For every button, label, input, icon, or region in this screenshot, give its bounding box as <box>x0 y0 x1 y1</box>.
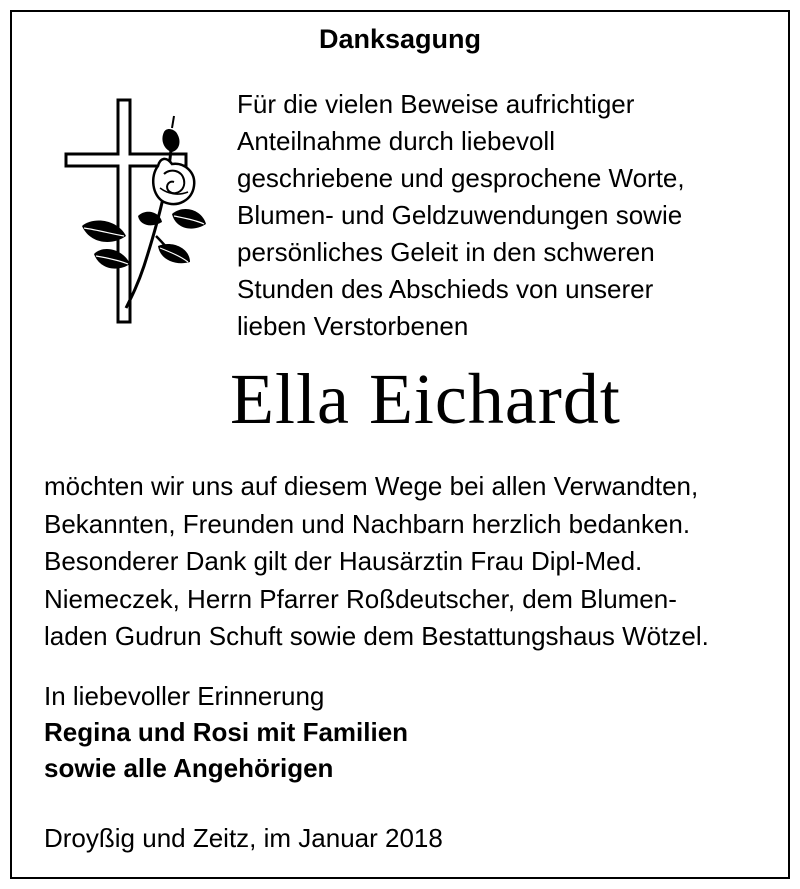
intro-line: persönliches Geleit in den schweren <box>237 237 655 267</box>
intro-text <box>237 86 767 345</box>
intro-line: Stunden des Abschieds von unserer <box>237 274 654 304</box>
place-date: Droyßig und Zeitz, im Januar 2018 <box>44 823 443 853</box>
closing-block <box>44 678 744 786</box>
body-line: laden Gudrun Schuft sowie dem Bestattungshaus Wötzel. <box>44 621 709 651</box>
intro-line: Für die vielen Beweise aufrichtiger <box>237 89 635 119</box>
notice-heading: Danksagung <box>318 24 482 54</box>
body-line: Besonderer Dank gilt der Hausärztin Frau Dipl-Med. <box>44 546 643 576</box>
cross-with-rose-icon <box>60 96 210 326</box>
intro-line: lieben Verstorbenen <box>237 311 469 341</box>
body-line: Niemeczek, Herrn Pfarrer Roßdeutscher, dem Blumen- <box>44 583 677 614</box>
body-line: möchten wir uns auf diesem Wege bei allen Verwandten, <box>44 471 699 501</box>
intro-line: Blumen- und Geldzuwendungen sowie <box>237 200 683 230</box>
body-line: Bekannten, Freunden und Nachbarn herzlich bedanken. <box>44 508 691 539</box>
signatory-line: sowie alle Angehörigen <box>44 753 334 783</box>
intro-line: geschriebene und gesprochene Worte, <box>237 163 685 193</box>
deceased-name: Ella Eichardt <box>230 359 621 439</box>
intro-line: Anteilnahme durch liebevoll <box>237 126 555 156</box>
signatory-line: Regina und Rosi mit Familien <box>44 717 409 747</box>
thanks-text <box>44 468 784 656</box>
closing-phrase: In liebevoller Erinnerung <box>44 681 325 711</box>
